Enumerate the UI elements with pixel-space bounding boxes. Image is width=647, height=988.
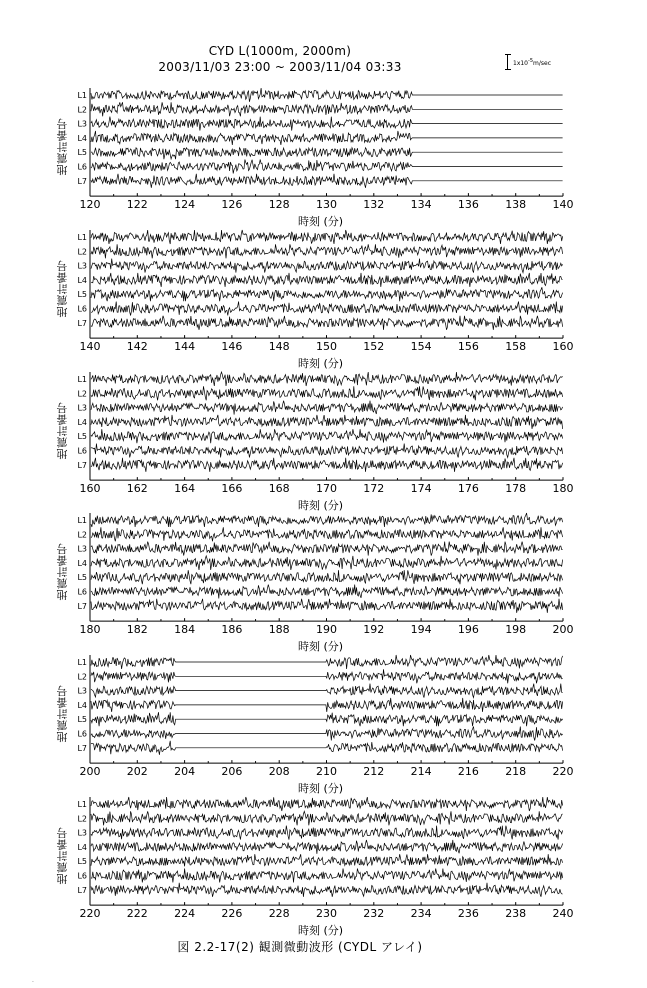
seismic-trace: [91, 811, 563, 825]
x-tick-label: 210: [316, 765, 337, 779]
seismic-trace: [91, 102, 563, 116]
seismic-trace: [91, 854, 563, 866]
trace-label: L5: [77, 432, 87, 442]
x-tick-label: 212: [363, 765, 385, 779]
seismic-trace: [91, 556, 563, 570]
trace-label: L2: [77, 672, 87, 682]
x-tick-label: 154: [410, 340, 432, 354]
seismic-trace: [91, 386, 563, 400]
trace-label: L6: [77, 304, 87, 314]
x-tick-label: 120: [79, 198, 101, 212]
trace-label: L6: [77, 871, 87, 881]
x-tick-label: 208: [268, 765, 290, 779]
seismic-trace: [91, 458, 563, 472]
seismic-trace: [91, 302, 563, 316]
corner-mark: .: [32, 977, 34, 984]
trace-label: L1: [77, 375, 87, 384]
x-tick-label: 192: [363, 623, 385, 637]
trace-label: L2: [77, 247, 87, 257]
trace-label: L6: [77, 729, 87, 739]
seismic-trace: [91, 415, 563, 429]
seismic-trace: [91, 88, 563, 102]
seismic-trace: [91, 117, 563, 131]
x-tick-label: 152: [363, 340, 385, 354]
x-tick-label: 174: [410, 482, 432, 496]
trace-label: L1: [77, 658, 87, 667]
x-tick-label: 218: [505, 765, 527, 779]
seismogram-plot: [0, 655, 647, 795]
x-tick-label: 184: [174, 623, 196, 637]
seismic-trace: [91, 542, 563, 556]
seismic-trace: [91, 287, 563, 301]
seismic-trace: [91, 316, 563, 330]
trace-label: L4: [77, 275, 87, 285]
seismic-trace: [91, 513, 563, 527]
seismic-trace: [91, 131, 563, 145]
chart-subtitle: 2003/11/03 23:00 ~ 2003/11/04 03:33: [158, 60, 402, 74]
trace-label: L7: [77, 176, 87, 186]
x-tick-label: 198: [505, 623, 527, 637]
trace-label: L5: [77, 290, 87, 300]
trace-label: L3: [77, 261, 87, 271]
scale-bar-icon: [505, 54, 511, 70]
seismic-trace: [91, 244, 563, 258]
x-tick-label: 200: [552, 623, 574, 637]
seismic-trace: [91, 273, 563, 287]
x-tick-label: 206: [221, 765, 243, 779]
trace-label: L5: [77, 715, 87, 725]
trace-label: L2: [77, 105, 87, 115]
scale-label: [513, 58, 551, 67]
seismic-trace: [91, 174, 563, 188]
x-tick-label: 146: [221, 340, 243, 354]
seismogram-plot: [0, 372, 647, 512]
seismic-trace: [91, 712, 563, 726]
scale-label-unit: m/sec: [533, 60, 551, 67]
trace-label: L4: [77, 417, 87, 427]
trace-label: L4: [77, 133, 87, 143]
seismogram-plot: [0, 513, 647, 653]
seismic-trace: [91, 669, 563, 683]
trace-label: L7: [77, 743, 87, 753]
x-tick-label: 128: [268, 198, 290, 212]
x-tick-label: 234: [410, 907, 432, 921]
trace-label: L2: [77, 814, 87, 824]
x-tick-label: 150: [316, 340, 337, 354]
trace-label: L5: [77, 573, 87, 583]
x-tick-label: 132: [363, 198, 385, 212]
x-tick-label: 180: [552, 482, 574, 496]
seismic-trace: [91, 840, 563, 854]
x-axis-label: 時刻 (分): [298, 640, 344, 654]
x-tick-label: 130: [316, 198, 337, 212]
x-tick-label: 228: [268, 907, 290, 921]
seismic-trace: [91, 527, 563, 541]
y-axis-label: 地震計番号: [56, 402, 69, 460]
x-tick-label: 178: [505, 482, 527, 496]
seismogram-panel: [0, 88, 647, 228]
x-tick-label: 136: [457, 198, 479, 212]
seismic-trace: [91, 259, 563, 273]
x-tick-label: 124: [174, 198, 196, 212]
x-tick-label: 138: [505, 198, 527, 212]
x-tick-label: 204: [174, 765, 196, 779]
x-tick-label: 232: [363, 907, 385, 921]
trace-label: L5: [77, 148, 87, 158]
trace-label: L1: [77, 233, 87, 242]
y-axis-label: 地震計番号: [56, 260, 69, 318]
seismogram-plot: [0, 230, 647, 370]
x-tick-label: 126: [221, 198, 243, 212]
x-tick-label: 220: [552, 765, 574, 779]
seismic-trace: [91, 883, 563, 897]
x-tick-label: 230: [316, 907, 337, 921]
trace-label: L1: [77, 91, 87, 100]
x-tick-label: 142: [126, 340, 148, 354]
trace-label: L7: [77, 318, 87, 328]
seismic-trace: [91, 599, 563, 613]
trace-label: L3: [77, 544, 87, 554]
seismic-trace: [91, 741, 563, 755]
trace-label: L1: [77, 800, 87, 809]
trace-label: L7: [77, 601, 87, 611]
x-tick-label: 196: [457, 623, 479, 637]
x-tick-label: 190: [316, 623, 337, 637]
trace-label: L3: [77, 686, 87, 696]
seismic-trace: [91, 372, 563, 386]
x-tick-label: 226: [221, 907, 243, 921]
x-tick-label: 176: [457, 482, 479, 496]
x-tick-label: 216: [457, 765, 479, 779]
x-axis-label: 時刻 (分): [298, 357, 344, 371]
seismic-trace: [91, 401, 563, 415]
trace-label: L1: [77, 516, 87, 525]
seismic-trace: [91, 160, 563, 174]
scale-label-base: 1x10: [513, 60, 529, 67]
trace-label: L3: [77, 828, 87, 838]
x-tick-label: 224: [174, 907, 196, 921]
trace-label: L3: [77, 119, 87, 129]
seismic-trace: [91, 148, 563, 160]
seismogram-plot: [0, 797, 647, 937]
x-tick-label: 170: [316, 482, 337, 496]
seismic-trace: [91, 655, 563, 669]
seismogram-panel: [0, 655, 647, 795]
seismic-trace: [91, 585, 563, 599]
trace-label: L4: [77, 558, 87, 568]
trace-label: L6: [77, 162, 87, 172]
trace-label: L6: [77, 587, 87, 597]
x-tick-label: 144: [174, 340, 196, 354]
figure-caption: 図 2.2-17(2) 観測微動波形 (CYDL アレイ): [177, 940, 423, 954]
x-tick-label: 166: [221, 482, 243, 496]
seismic-trace: [91, 684, 563, 698]
seismic-trace: [91, 826, 563, 840]
seismogram-panel: [0, 797, 647, 937]
trace-label: L2: [77, 530, 87, 540]
x-axis-label: 時刻 (分): [298, 499, 344, 513]
x-tick-label: 160: [79, 482, 101, 496]
x-tick-label: 172: [363, 482, 385, 496]
x-tick-label: 236: [457, 907, 479, 921]
trace-label: L4: [77, 700, 87, 710]
x-axis-label: 時刻 (分): [298, 924, 344, 938]
seismogram-panel: [0, 372, 647, 512]
chart-title: CYD L(1000m, 2000m): [208, 44, 352, 58]
x-axis-label: 時刻 (分): [298, 215, 344, 229]
x-tick-label: 194: [410, 623, 432, 637]
x-tick-label: 202: [126, 765, 148, 779]
x-tick-label: 122: [126, 198, 148, 212]
y-axis-label: 地震計番号: [56, 827, 69, 885]
x-tick-label: 188: [268, 623, 290, 637]
x-tick-label: 240: [552, 907, 574, 921]
x-tick-label: 160: [552, 340, 574, 354]
trace-label: L4: [77, 842, 87, 852]
x-tick-label: 186: [221, 623, 243, 637]
seismogram-plot: [0, 88, 647, 228]
y-axis-label: 地震計番号: [56, 118, 69, 176]
seismogram-panel: [0, 230, 647, 370]
seismic-trace: [91, 444, 563, 458]
seismic-trace: [91, 230, 563, 244]
trace-label: L3: [77, 403, 87, 413]
x-tick-label: 158: [505, 340, 527, 354]
x-tick-label: 168: [268, 482, 290, 496]
y-axis-label: 地震計番号: [56, 543, 69, 601]
x-tick-label: 140: [79, 340, 101, 354]
x-axis-label: 時刻 (分): [298, 782, 344, 796]
x-tick-label: 156: [457, 340, 479, 354]
x-tick-label: 180: [79, 623, 101, 637]
y-axis-label: 地震計番号: [56, 685, 69, 743]
x-tick-label: 164: [174, 482, 196, 496]
trace-label: L7: [77, 885, 87, 895]
x-tick-label: 134: [410, 198, 432, 212]
seismic-trace: [91, 570, 563, 584]
seismic-trace: [91, 429, 563, 443]
x-tick-label: 182: [126, 623, 148, 637]
x-tick-label: 238: [505, 907, 527, 921]
scale-label-exp: -5: [528, 58, 534, 64]
seismic-trace: [91, 869, 563, 883]
x-tick-label: 220: [79, 907, 101, 921]
seismic-trace: [91, 797, 563, 811]
seismogram-panel: [0, 513, 647, 653]
trace-label: L2: [77, 389, 87, 399]
x-tick-label: 222: [126, 907, 148, 921]
x-tick-label: 214: [410, 765, 432, 779]
x-tick-label: 200: [79, 765, 101, 779]
x-tick-label: 162: [126, 482, 148, 496]
trace-label: L7: [77, 460, 87, 470]
x-tick-label: 140: [552, 198, 574, 212]
trace-label: L5: [77, 857, 87, 867]
trace-label: L6: [77, 446, 87, 456]
seismic-trace: [91, 727, 563, 741]
seismic-trace: [91, 698, 563, 712]
x-tick-label: 148: [268, 340, 290, 354]
